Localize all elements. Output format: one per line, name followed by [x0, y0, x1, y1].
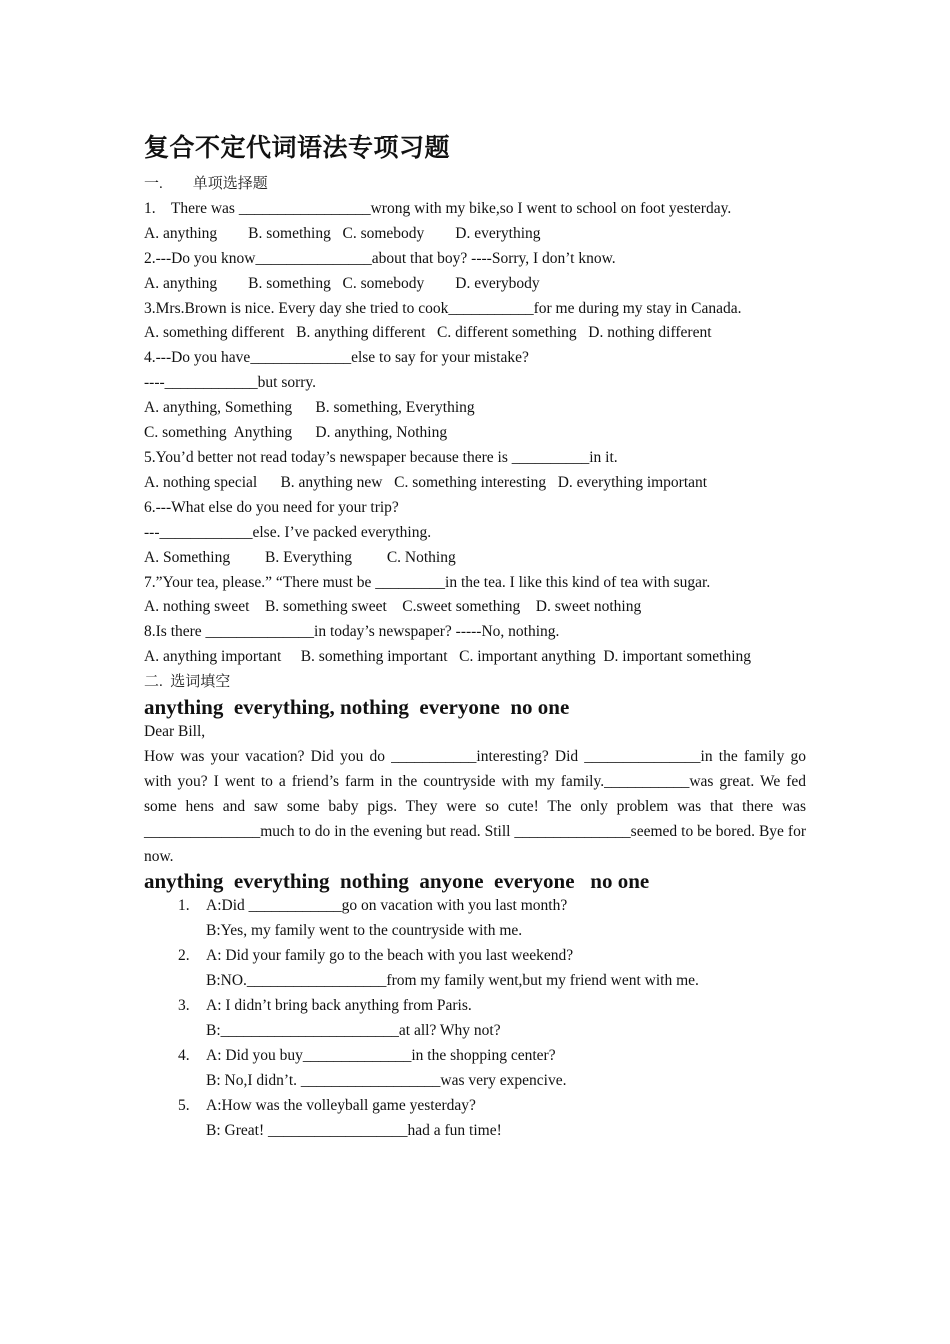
dialog-line-a: A: Did you buy______________in the shopping center? — [206, 1046, 556, 1064]
question-4-answer: ----____________but sorry. — [144, 374, 317, 392]
dialog-number: 3. — [178, 997, 190, 1015]
question-1-options: A. anything B. something C. somebody D. everything — [144, 224, 541, 242]
section-heading-word-fill: 二. 选词填空 — [144, 674, 231, 691]
question-6-answer: ---____________else. I’ve packed everything. — [144, 523, 432, 541]
question-4-options-a: A. anything, Something B. something, Everything — [144, 399, 475, 417]
letter-body: How was your vacation? Did you do ___________interesting? Did _______________in the family go with you? I went to a friend’s farm in the countryside with my family.___________was great. We fed some hens and saw some baby pigs. They were so cute! The only problem was that there was _______________much to do in the evening but read. Still _______________seemed to be bored. Bye for now. — [144, 747, 806, 865]
dialog-line-a: A: Did your family go to the beach with you last weekend? — [206, 947, 574, 965]
dialog-line-b: B:NO.__________________from my family went,but my friend went with me. — [206, 972, 699, 990]
dialog-list — [144, 894, 806, 1143]
page-title: 复合不定代词语法专项习题 — [144, 135, 451, 162]
dialog-number: 1. — [178, 897, 190, 915]
worksheet — [144, 132, 806, 1144]
dialog-line-a: A: I didn’t bring back anything from Paris. — [206, 997, 472, 1015]
word-bank-1: anything everything, nothing everyone no one — [144, 695, 570, 720]
list-item — [144, 1094, 806, 1144]
question-7-options: A. nothing sweet B. something sweet C.sweet something D. sweet nothing — [144, 598, 642, 616]
question-8-stem: 8.Is there ______________in today’s newspaper? -----No, nothing. — [144, 623, 560, 641]
list-item — [144, 944, 806, 994]
list-item — [144, 994, 806, 1044]
question-5-options: A. nothing special B. anything new C. something interesting D. everything important — [144, 473, 708, 491]
dialog-number: 5. — [178, 1096, 190, 1114]
question-1-stem: 1. There was _________________wrong with my bike,so I went to school on foot yesterday. — [144, 199, 732, 217]
dialog-line-b: B: Great! __________________had a fun time! — [206, 1121, 502, 1139]
dialog-line-b: B:_______________________at all? Why not? — [206, 1022, 501, 1039]
dialog-line-a: A:How was the volleyball game yesterday? — [206, 1096, 476, 1114]
word-bank-2: anything everything nothing anyone everyone no one — [144, 869, 650, 894]
question-7-stem: 7.”Your tea, please.” “There must be _________in the tea. I like this kind of tea with sugar. — [144, 573, 711, 591]
letter-greeting: Dear Bill, — [144, 723, 206, 741]
dialog-line-b: B:Yes, my family went to the countryside with me. — [206, 922, 523, 940]
question-6-options: A. Something B. Everything C. Nothing — [144, 548, 456, 566]
question-8-options: A. anything important B. something important C. important anything D. important something — [144, 648, 752, 666]
dialog-number: 2. — [178, 947, 190, 965]
question-4-stem: 4.---Do you have_____________else to say for your mistake? — [144, 349, 529, 367]
question-2-stem: 2.---Do you know_______________about that boy? ----Sorry, I don’t know. — [144, 249, 616, 267]
section-heading-multiple-choice: 一. 单项选择题 — [144, 176, 268, 192]
dialog-number: 4. — [178, 1046, 190, 1064]
dialog-line-b: B: No,I didn’t. __________________was very expencive. — [206, 1071, 567, 1089]
question-6-stem: 6.---What else do you need for your trip? — [144, 498, 399, 516]
question-2-options: A. anything B. something C. somebody D. everybody — [144, 274, 540, 292]
question-5-stem: 5.You’d better not read today’s newspaper because there is __________in it. — [144, 448, 618, 466]
dialog-line-a: A:Did ____________go on vacation with you last month? — [206, 897, 568, 915]
question-4-options-b: C. something Anything D. anything, Nothing — [144, 424, 448, 442]
list-item — [144, 1044, 806, 1094]
question-3-stem: 3.Mrs.Brown is nice. Every day she tried to cook___________for me during my stay in Canada. — [144, 299, 742, 317]
question-3-options: A. something different B. anything different C. different something D. nothing different — [144, 324, 712, 342]
list-item — [144, 894, 806, 944]
